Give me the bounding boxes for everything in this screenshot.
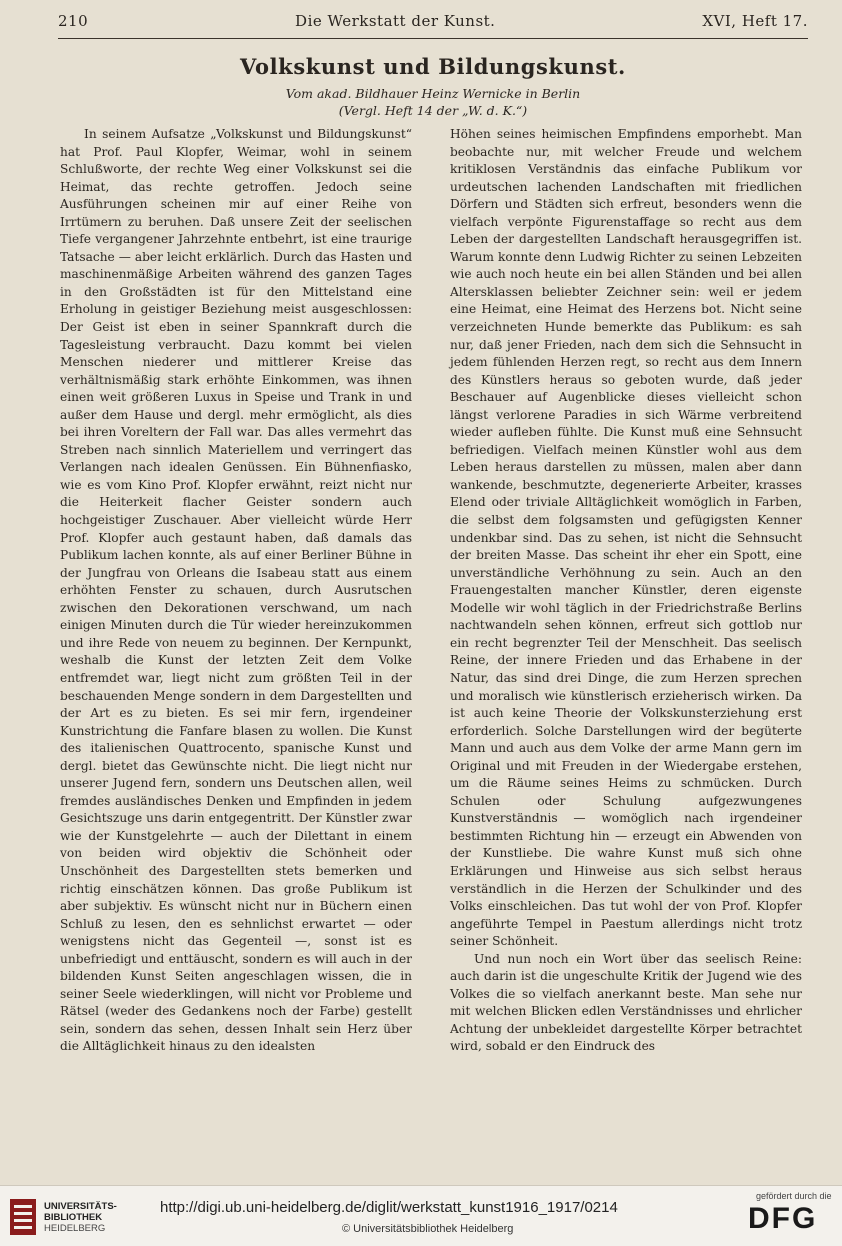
journal-title: Die Werkstatt der Kunst. — [295, 12, 496, 30]
running-head — [58, 12, 808, 38]
left-column — [60, 126, 412, 1056]
copyright-notice: © Universitätsbibliothek Heidelberg — [342, 1223, 514, 1235]
permalink-url[interactable]: http://digi.ub.uni-heidelberg.de/diglit/werkstatt_kunst1916_1917/0214 — [160, 1199, 618, 1216]
header-rule — [58, 38, 808, 39]
right-paragraph-2: Und nun noch ein Wort über das seelisch Reine: auch darin ist die ungeschulte Kritik der Jugend wie des Volkes die so vielfach anerkannt beste. Man sehe nur mit welchen Blicken edlen Verständnisses und ehrlicher Achtung der unbekleidet dargestellte Körper betrachtet wird, sobald er den Eindruck des — [450, 951, 802, 1054]
library-logo[interactable] — [8, 1194, 148, 1240]
left-paragraph-1: In seinem Aufsatze „Volkskunst und Bildungskunst“ hat Prof. Paul Klopfer, Weimar, wohl in seinem Schlußworte, der rechte Weg einer Volkskunst sei die Heimat, das rechte getroffen. Jedoch seine Ausführungen scheinen mir auf einer Reihe von Irrtümern zu beruhen. Daß unsere Zeit der seelischen Tiefe vergangener Jahrzehnte entbehrt, ist eine traurige Tatsache — aber leicht erklärlich. Durch das Hasten und maschinenmäßige Arbeiten während des ganzen Tages in den Großstädten ist für den Mittelstand eine Erholung in geistiger Beziehung meist ausgeschlossen: Der Geist ist eben in seiner Spannkraft durch die Tagesleistung verbraucht. Dazu kommt bei vielen Menschen niederer und mittlerer Kreise das verhältnismäßig stark erhöhte Einkommen, was ihnen einen weit größeren Luxus in Speise und Trank in und außer dem Hause und dergl. mehr ermöglicht, als dies bei ihren Voreltern der Fall war. Das alles vermehrt das Streben nach sinnlich Materiellem und verringert das Verlangen nach idealen Genüssen. Ein Bühnenfiasko, wie es vom Kino Prof. Klopfer erwähnt, reizt nicht nur die Heiterkeit flacher Geister sondern auch hochgeistiger Zuschauer. Aber vielleicht würde Herr Prof. Klopfer auch gestaunt haben, daß damals das Publikum lachen konnte, als auf einer Berliner Bühne in der Jungfrau von Orleans die Isabeau statt aus einem erhöhten Fenster zu schauen, durch Ausrutschen zwischen den Dekorationen verschwand, um nach einigen Minuten durch die Tür wieder hereinzukommen und ihre Rede von neuem zu beginnen. Der Kernpunkt, weshalb die Kunst der letzten Zeit dem Volke entfremdet war, liegt nicht zum größten Teil in der beschauenden Menge sondern in dem Dargestellten und der Art es zu bieten. Es sei mir fern, irgendeiner Kunstrichtung die Fanfare blasen zu wollen. Die Kunst des italienischen Quattrocento, spanische Kunst und dergl. bietet das Gewünschte nicht. Die liegt nicht nur unserer Jugend fern, sondern uns Deutschen allen, weil fremdes ausländisches Denken und Empfinden in jedem Gesichtszuge uns darin entgegentritt. Der Künstler zwar wie der Kunstgelehrte — auch der Dilettant in einem von beiden wird objektiv die Schönheit oder Unschönheit des Dargestellten stets bemerken und richtig einschätzen können. Das große Publikum ist aber subjektiv. Es wünscht nicht nur in Büchern einen Schluß zu lesen, den es sehnlichst erwartet — oder wenigstens nicht das Gegenteil —, sonst ist es unbefriedigt und enttäuscht, sondern es will auch in der bildenden Kunst Seiten angeschlagen wissen, die in seiner Seele wiederklingen, will nicht vor Probleme und Rätsel (weder des Gedankens noch der Farbe) gestellt sein, sondern das sehen, dessen Inhalt sein Herz über die Alltäglichkeit hinaus zu den idealsten — [60, 127, 412, 1054]
right-paragraph-1: Höhen seines heimischen Empfindens emporhebt. Man beobachte nur, mit welcher Freude und welchem kritiklosen Verständnis das einfache Publikum vor urdeutschen lachenden Landschaften mit friedlichen Dörfern und Städten sich erfreut, besonders wenn die vielfach verpönte Figurenstaffage so recht aus dem Leben der dargestellten Landschaft herausgegriffen ist. Warum konnte denn Ludwig Richter zu seinen Lebzeiten wie auch noch heute ein bei allen Ständen und bei allen Altersklassen beliebter Zeichner sein: weil er jedem eine Heimat, eine Heimat des Herzens bot. Nicht seine verzeichneten Hunde bemerkte das Publikum: es sah nur, daß jener Frieden, nach dem sich die Sehnsucht in jedem fühlenden Herzen regt, so recht aus dem Innern des Künstlers heraus so geboten wurde, daß jeder Beschauer auf Augenblicke dieses vielleicht schon längst verlorene Paradies in sich Wärme verbreitend wieder aufleben fühlte. Die Kunst muß eine Sehnsucht befriedigen. Vielfach meinen Künstler wohl aus dem Leben heraus darstellen zu müssen, malen aber dann wankende, beschmutzte, degenerierte Arbeiter, krasses Elend oder triviale Alltäglichkeit womöglich in Farben, die selbst dem folgsamsten und gefügigsten Kenner undenkbar sind. Das zu sehen, ist nicht die Sehnsucht der breiten Masse. Das scheint ihr eher ein Spott, eine unverständliche Verhöhnung zu sein. Auch an den Frauengestalten mancher Künstler, deren eigenste Modelle wir wohl täglich in der Friedrichstraße Berlins nachtwandeln sehen können, erfreut sich gottlob nur ein recht begrenzter Teil der Menschheit. Das seelisch Reine, der innere Frieden und das Erhabene in der Natur, das sind drei Dinge, die zum Herzen sprechen und moralisch wie künstlerisch erzieherisch wirken. Da ist auch keine Theorie der Volkskunsterziehung erst erforderlich. Solche Darstellungen wird der begüterte Mann und auch aus dem Volke der arme Mann gern im Original und mit Freuden in der Wiedergabe erstehen, um die Räume seines Heims zu schmücken. Durch Schulen oder Schulung aufgezwungenes Kunstverständnis — womöglich nach irgendeiner bestimmten Richtung hin — erzeugt ein Abwenden von der Kunstliebe. Die wahre Kunst muß sich ohne Erklärungen und Hinweise aus sich selbst heraus verständlich in die Herzen der Schulkinder und des Volks einschleichen. Das tut wohl der von Prof. Klopfer angeführte Tempel in Paestum allerdings nicht trotz seiner Schönheit. — [450, 127, 802, 949]
article-title: Volkskunst und Bildungskunst. — [240, 54, 626, 79]
funder-caption: gefördert durch die — [756, 1191, 832, 1201]
issue-number: XVI, Heft 17. — [702, 12, 808, 30]
university-seal-icon — [8, 1197, 38, 1237]
footer-bar — [0, 1185, 842, 1246]
dfg-logo[interactable]: DFG — [748, 1202, 818, 1235]
page-number: 210 — [58, 12, 89, 30]
right-column — [450, 126, 802, 1056]
library-name: UNIVERSITÄTS- BIBLIOTHEK HEIDELBERG — [44, 1200, 117, 1234]
reference-line: (Vergl. Heft 14 der „W. d. K.“) — [338, 103, 528, 118]
author-line: Vom akad. Bildhauer Heinz Wernicke in Berlin — [285, 86, 581, 101]
